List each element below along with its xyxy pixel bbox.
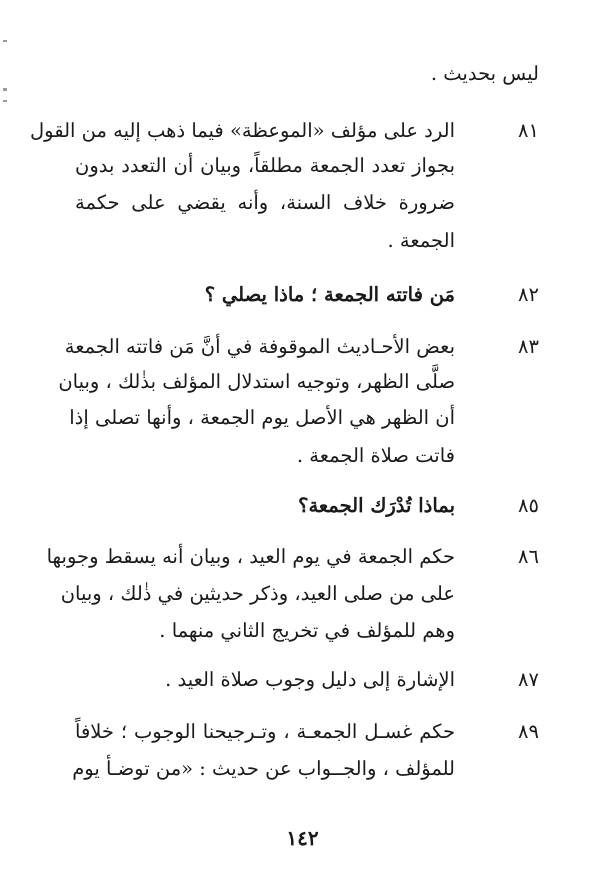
entry-number: ٨٢ xyxy=(518,283,539,306)
margin-mark xyxy=(3,40,7,42)
page-number: ١٤٢ xyxy=(286,826,319,850)
entry-heading: بماذا تُدْرَك الجمعة؟ xyxy=(298,494,455,517)
text-line: وهم للمؤلف في تخريج الثاني منهما . xyxy=(159,619,455,642)
text-line: فاتت صلاة الجمعة . xyxy=(296,444,455,467)
text-line: حكم الجمعة في يوم العيد ، وبيان أنه يسقط وجوبها xyxy=(46,545,455,568)
entry-number: ٨١ xyxy=(518,119,539,142)
entry-number: ٨٦ xyxy=(518,545,539,568)
margin-mark xyxy=(3,100,7,102)
text-line: على من صلى العيد، وذكر حديثين في ذٰلك ، وبيان xyxy=(60,582,455,605)
entry-heading: مَن فاتته الجمعة ؛ ماذا يصلي ؟ xyxy=(204,283,455,306)
entry-number: ٨٥ xyxy=(518,494,539,517)
text-line: بعض الأحـاديث الموقوفة في أنَّ مَن فاتته الجمعة xyxy=(64,335,455,358)
text-line: أن الظهر هي الأصل يوم الجمعة ، وأنها تصلى إذا xyxy=(69,406,455,429)
entry-number: ٨٧ xyxy=(518,668,539,691)
text-line: للمؤلف ، والجــواب عن حديث : «من توضـأ يوم xyxy=(72,757,455,780)
text-line: حكم غسـل الجمعـة ، وتـرجيحنا الوجوب ؛ خلافاً xyxy=(75,720,455,743)
text-line: ليس بحديث . xyxy=(430,62,539,85)
text-line: الرد على مؤلف «الموعظة» فيما ذهب إليه من القول xyxy=(29,119,455,142)
text-line: صلَّى الظهر، وتوجيه استدلال المؤلف بذٰلك ، وبيان xyxy=(58,370,455,393)
text-line: الإشارة إلى دليل وجوب صلاة العيد . xyxy=(165,668,455,691)
entry-number: ٨٣ xyxy=(518,335,539,358)
text-line: بجواز تعدد الجمعة مطلقاً، وبيان أن التعدد بدون xyxy=(75,154,455,177)
entry-number: ٨٩ xyxy=(518,720,539,743)
margin-mark xyxy=(3,88,7,91)
text-line: ضرورة خلاف السنة، وأنه يقضي على حكمة xyxy=(75,191,455,214)
text-line: الجمعة . xyxy=(387,229,455,252)
